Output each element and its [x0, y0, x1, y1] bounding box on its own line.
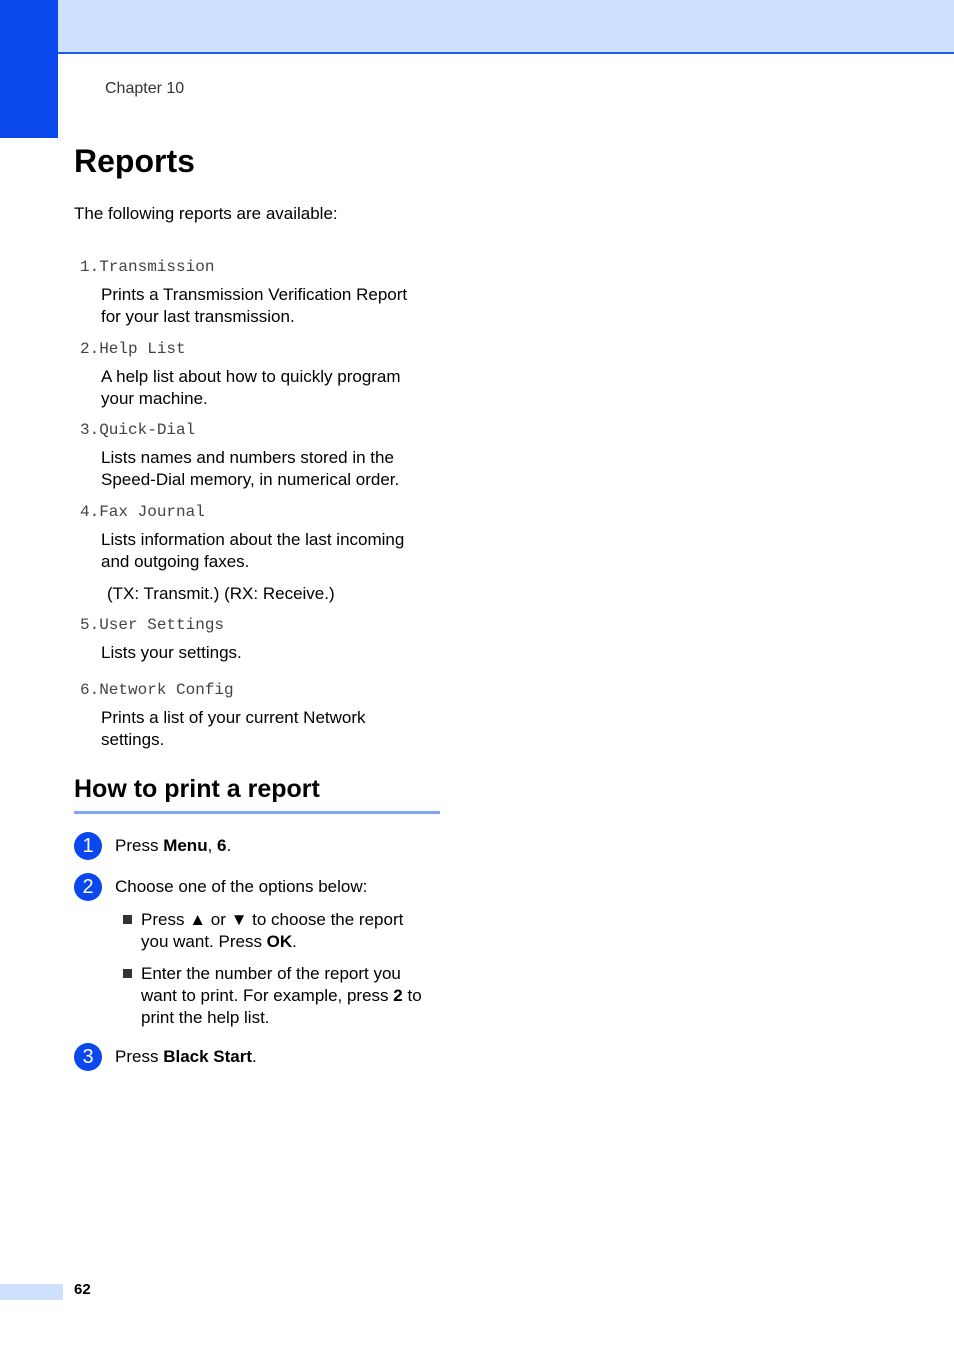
section-rule	[74, 811, 440, 814]
report-item	[80, 419, 450, 491]
report-item	[80, 256, 450, 328]
chapter-label: Chapter 10	[105, 80, 185, 97]
report-item	[80, 679, 450, 751]
description-line: for your last transmission.	[101, 307, 295, 326]
step-number: 3	[74, 1043, 102, 1071]
intro-text: The following reports are available:	[74, 204, 338, 223]
step-number: 1	[74, 832, 102, 860]
description-line: your machine.	[101, 389, 208, 408]
description-line: Lists your settings.	[101, 643, 242, 662]
page-number: 62	[74, 1281, 91, 1298]
step-number: 2	[74, 873, 102, 901]
description-line: and outgoing faxes.	[101, 552, 250, 571]
report-note: (TX: Transmit.) (RX: Receive.)	[107, 584, 335, 603]
report-item	[80, 338, 450, 410]
report-title: 2.Help List	[80, 340, 186, 358]
description-line: Speed-Dial memory, in numerical order.	[101, 470, 400, 489]
report-title: 3.Quick-Dial	[80, 421, 196, 439]
description-line: A help list about how to quickly program	[101, 367, 401, 386]
report-description	[101, 447, 450, 491]
bullet-square-icon	[123, 969, 132, 978]
report-item	[80, 614, 450, 664]
report-title: 1.Transmission	[80, 258, 215, 276]
step-text: Press Menu, 6.	[115, 836, 232, 855]
step-text: Press Black Start.	[115, 1047, 257, 1066]
report-description	[101, 366, 450, 410]
description-line: Prints a Transmission Verification Report	[101, 285, 408, 304]
report-description	[101, 642, 450, 664]
section-heading: How to print a report	[74, 775, 320, 803]
chapter-tab	[0, 0, 58, 138]
down-arrow-icon: ▼	[230, 910, 248, 929]
description-line: settings.	[101, 730, 165, 749]
report-item	[80, 501, 450, 605]
report-title: 5.User Settings	[80, 616, 225, 634]
step-text: Choose one of the options below:	[115, 877, 368, 896]
option-item: Enter the number of the report you want to print. For example, press 2 to print the help list.	[123, 963, 453, 1029]
report-title: 4.Fax Journal	[80, 503, 205, 521]
report-description	[101, 529, 450, 573]
footer-bar	[0, 1284, 63, 1300]
page-title: Reports	[74, 143, 195, 179]
option-item: Press ▲ or ▼ to choose the report you want. Press OK.	[123, 909, 453, 953]
header-band	[58, 0, 954, 54]
description-line: Lists information about the last incoming	[101, 530, 405, 549]
up-arrow-icon: ▲	[189, 910, 207, 929]
report-description	[101, 707, 450, 751]
report-description	[101, 284, 450, 328]
report-title: 6.Network Config	[80, 681, 234, 699]
report-list	[80, 256, 450, 751]
description-line: Prints a list of your current Network	[101, 708, 366, 727]
option-list	[123, 909, 453, 1039]
bullet-square-icon	[123, 915, 132, 924]
description-line: Lists names and numbers stored in the	[101, 448, 394, 467]
